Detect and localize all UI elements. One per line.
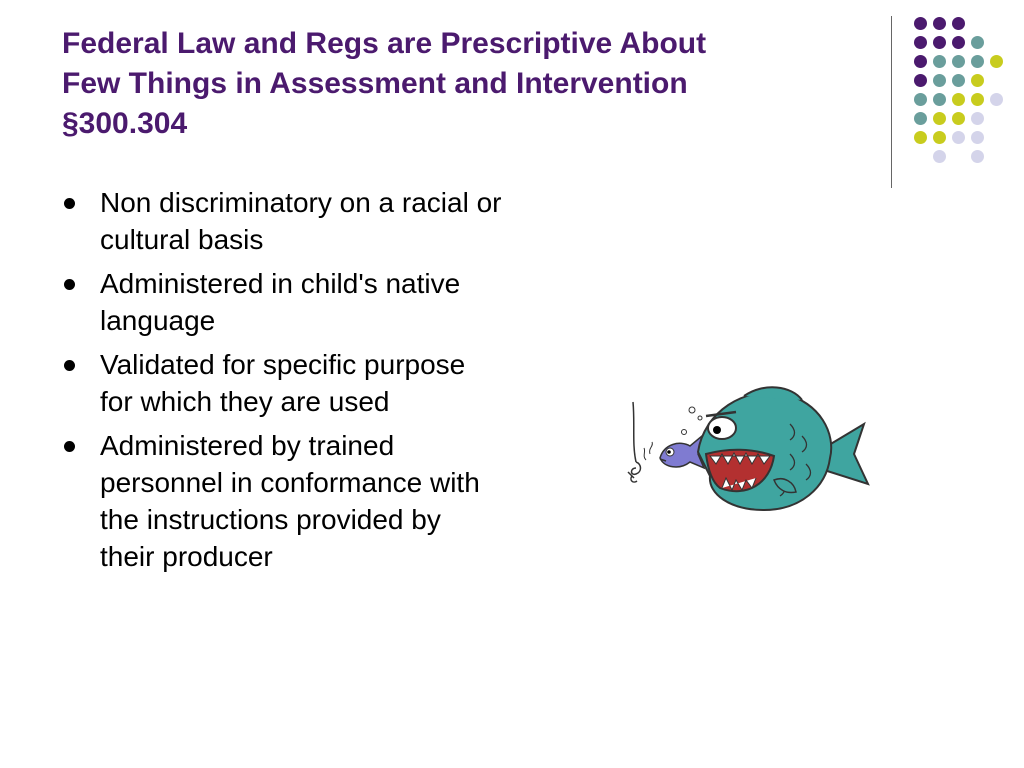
dot bbox=[952, 112, 965, 125]
dot bbox=[952, 93, 965, 106]
bubbles-icon bbox=[682, 407, 703, 435]
title-line-1: Federal Law and Regs are Prescriptive About bbox=[62, 27, 707, 60]
title-divider bbox=[891, 16, 892, 188]
dot bbox=[914, 131, 927, 144]
small-fish-icon bbox=[644, 436, 704, 468]
dot bbox=[914, 74, 927, 87]
dot bbox=[952, 17, 965, 30]
dot bbox=[971, 74, 984, 87]
bullet-item: Administered by trained personnel in conformance with the instructions provided by their producer bbox=[62, 427, 502, 575]
dot bbox=[933, 74, 946, 87]
dot bbox=[933, 112, 946, 125]
dot bbox=[914, 36, 927, 49]
dot bbox=[952, 131, 965, 144]
dot bbox=[952, 36, 965, 49]
dot bbox=[933, 36, 946, 49]
dot bbox=[990, 93, 1003, 106]
dot bbox=[914, 93, 927, 106]
bullet-item: Non discriminatory on a racial or cultural basis bbox=[62, 184, 502, 258]
dot bbox=[952, 55, 965, 68]
dot bbox=[914, 55, 927, 68]
dot bbox=[933, 17, 946, 30]
dot bbox=[952, 74, 965, 87]
title-line-2: Few Things in Assessment and Intervention bbox=[62, 67, 688, 100]
dot bbox=[971, 112, 984, 125]
big-fish-icon bbox=[698, 387, 868, 510]
dot bbox=[933, 131, 946, 144]
dot bbox=[971, 131, 984, 144]
dot bbox=[971, 150, 984, 163]
slide-title bbox=[62, 24, 872, 144]
fishing-lure-icon bbox=[628, 402, 641, 482]
dot bbox=[971, 55, 984, 68]
dot bbox=[914, 17, 927, 30]
title-line-3: §300.304 bbox=[62, 107, 188, 140]
dot bbox=[914, 112, 927, 125]
decorative-dot-grid bbox=[905, 14, 1015, 174]
fish-illustration bbox=[624, 384, 870, 520]
bullet-item: Validated for specific purpose for which they are used bbox=[62, 346, 502, 420]
dot bbox=[933, 93, 946, 106]
bullet-list bbox=[62, 184, 502, 582]
bullet-item: Administered in child's native language bbox=[62, 265, 502, 339]
dot bbox=[971, 93, 984, 106]
dot bbox=[933, 150, 946, 163]
dot bbox=[990, 55, 1003, 68]
dot bbox=[933, 55, 946, 68]
dot bbox=[971, 36, 984, 49]
